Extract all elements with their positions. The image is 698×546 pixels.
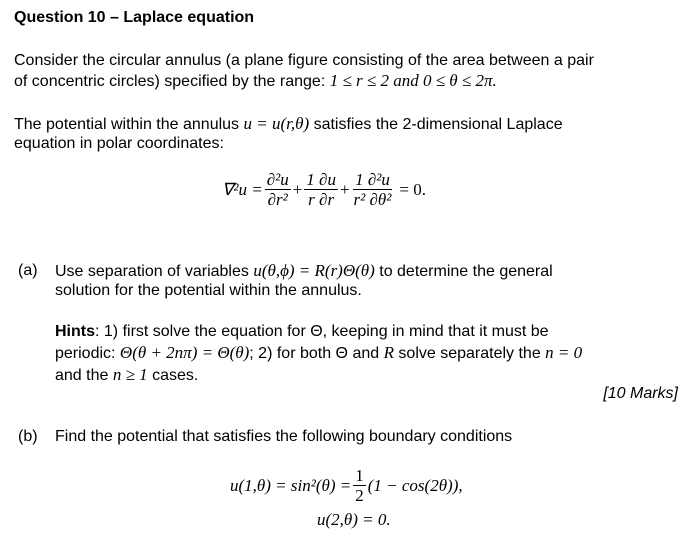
part-a-label: (a)	[18, 262, 38, 279]
part-b-text: Find the potential that satisfies the following boundary conditions	[55, 428, 513, 445]
hints-text-3a: and the	[55, 367, 113, 384]
part-a-text-a: Use separation of variables	[55, 263, 254, 280]
hints-text-3b: cases.	[147, 367, 199, 384]
laplace-equation	[222, 170, 426, 209]
hints-line-2	[55, 343, 582, 364]
term-1-denominator: ∂r²	[267, 190, 288, 209]
part-a-text-b: to determine the general	[374, 263, 553, 280]
marks-label: [10 Marks]	[603, 385, 678, 402]
half-numerator: 1	[355, 466, 364, 485]
term-2-fraction	[304, 170, 338, 209]
boundary-condition-2: u(2,θ) = 0.	[317, 510, 391, 529]
potential-line-2: equation in polar coordinates:	[14, 135, 224, 152]
term-2-denominator: r ∂r	[308, 190, 335, 209]
part-b-label: (b)	[18, 428, 38, 445]
periodic-math: Θ(θ + 2nπ) = Θ(θ)	[119, 343, 250, 362]
half-denominator: 2	[355, 486, 364, 505]
laplace-rhs: = 0.	[399, 179, 426, 199]
term-1-fraction	[265, 170, 291, 209]
question-title: Question 10 – Laplace equation	[14, 9, 255, 26]
intro-line-2	[14, 71, 497, 92]
bc1-rhs: (1 − cos(2θ)),	[367, 475, 463, 495]
potential-text-a: The potential within the annulus	[14, 116, 244, 133]
term-3-fraction	[352, 170, 394, 209]
half-fraction	[353, 466, 366, 505]
term-1-numerator: ∂²u	[266, 170, 289, 189]
hints-text-2a: periodic:	[55, 345, 120, 362]
potential-line-1	[14, 114, 563, 135]
hints-text-2c: solve separately the	[393, 345, 546, 362]
part-a-line-1	[55, 261, 553, 282]
hints-text-1: : 1) first solve the equation for Θ, keeping in mind that it must be	[95, 323, 549, 340]
hints-label: Hints	[55, 323, 95, 340]
bc1-lhs: u(1,θ) = sin²(θ) =	[230, 475, 352, 495]
laplace-lhs: ∇²u =	[222, 179, 263, 199]
n-geq-one-math: n ≥ 1	[112, 365, 148, 384]
part-a-line-2: solution for the potential within the annulus.	[55, 282, 362, 299]
n-zero-math: n = 0	[545, 343, 583, 362]
term-2-numerator: 1 ∂u	[306, 170, 336, 189]
plus-sign-2: +	[339, 179, 350, 199]
intro-line-2-text: of concentric circles) specified by the range:	[14, 73, 330, 90]
hints-line-3	[55, 365, 198, 386]
term-3-numerator: 1 ∂²u	[355, 170, 390, 189]
hints-line-1	[55, 322, 549, 342]
potential-math: u = u(r,θ)	[243, 114, 310, 133]
intro-line-1: Consider the circular annulus (a plane figure consisting of the area between a pair	[14, 52, 594, 69]
hints-text-2b: ; 2) for both Θ and	[249, 345, 384, 362]
r-symbol: R	[383, 343, 394, 362]
term-3-denominator: r² ∂θ²	[353, 190, 392, 209]
plus-sign-1: +	[292, 179, 303, 199]
potential-text-b: satisfies the 2-dimensional Laplace	[309, 116, 563, 133]
boundary-condition-1	[230, 466, 463, 505]
separation-math: u(θ,ϕ) = R(r)Θ(θ)	[253, 261, 375, 280]
range-math: 1 ≤ r ≤ 2 and 0 ≤ θ ≤ 2π.	[329, 71, 497, 90]
